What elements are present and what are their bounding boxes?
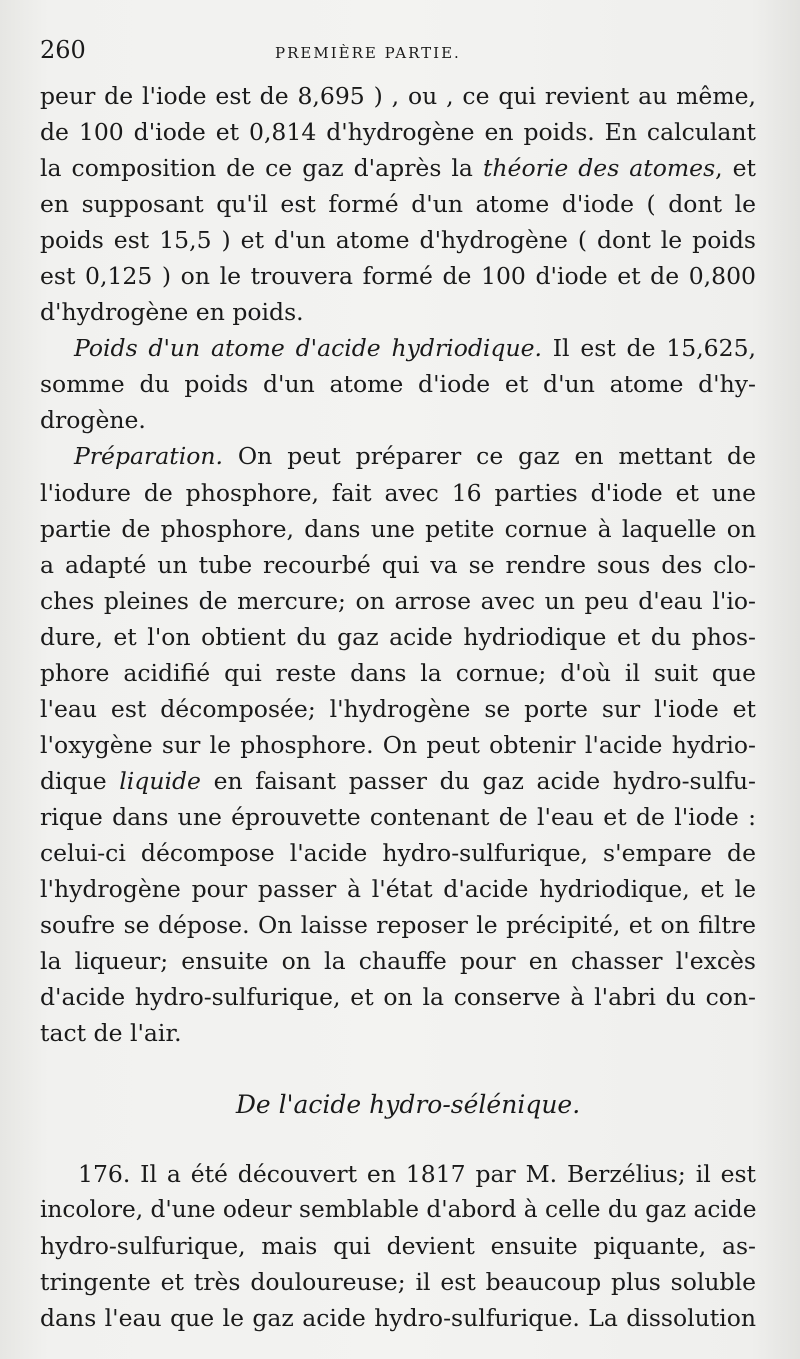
body-text [40, 78, 756, 1051]
text-line: soufre se dépose. On laisse reposer le précipité, et on filtre [40, 911, 756, 940]
text-line: 176. Il a été découvert en 1817 par M. Berzélius; il est [78, 1160, 756, 1189]
text-line: d'acide hydro-sulfurique, et on la conserve à l'abri du con- [40, 983, 756, 1012]
text-line: somme du poids d'un atome d'iode et d'un atome d'hy- [40, 370, 756, 399]
text-line: ches pleines de mercure; on arrose avec un peu d'eau l'io- [40, 586, 756, 615]
text-line: rique dans une éprouvette contenant de l'eau et de l'iode : [40, 802, 756, 831]
text-line: dure, et l'on obtient du gaz acide hydriodique et du phos- [40, 622, 756, 651]
text-line: a adapté un tube recourbé qui va se rendre sous des clo- [40, 550, 756, 579]
page-number: 260 [40, 36, 86, 64]
text-line: l'iodure de phosphore, fait avec 16 parties d'iode et une [40, 478, 756, 507]
section-text [40, 1156, 756, 1336]
text-line: d'hydrogène en poids. [40, 298, 304, 327]
text-line: dique liquide en faisant passer du gaz acide hydro-sulfu- [40, 766, 756, 795]
text-line: poids est 15,5 ) et d'un atome d'hydrogène ( dont le poids [40, 226, 756, 255]
text-line: Préparation. On peut préparer ce gaz en mettant de [74, 442, 756, 471]
text-line: est 0,125 ) on le trouvera formé de 100 d'iode et de 0,800 [40, 262, 756, 291]
text-line: dans l'eau que le gaz acide hydro-sulfurique. La dissolution [40, 1304, 756, 1333]
text-line: l'hydrogène pour passer à l'état d'acide hydriodique, et le [40, 875, 756, 904]
text-line: la composition de ce gaz d'après la théorie des atomes, et [40, 154, 756, 183]
text-line: l'oxygène sur le phosphore. On peut obtenir l'acide hydrio- [40, 730, 756, 759]
text-line: de 100 d'iode et 0,814 d'hydrogène en poids. En calculant [40, 118, 756, 147]
italic-phrase: Poids d'un atome d'acide hydriodique. [74, 334, 542, 363]
text-line: partie de phosphore, dans une petite cornue à laquelle on [40, 514, 756, 543]
page-header [40, 36, 756, 78]
text-line: phore acidifié qui reste dans la cornue; d'où il suit que [40, 658, 756, 687]
text-line: tact de l'air. [40, 1019, 182, 1048]
running-head: PREMIÈRE PARTIE. [275, 44, 461, 62]
text-line: celui-ci décompose l'acide hydro-sulfurique, s'empare de [40, 838, 756, 867]
text-line: la liqueur; ensuite on la chauffe pour en chasser l'excès [40, 947, 756, 976]
italic-phrase: Préparation. [74, 442, 223, 471]
section-heading: De l'acide hydro-sélénique. [235, 1090, 581, 1120]
italic-phrase: liquide [119, 766, 201, 795]
text-line: Poids d'un atome d'acide hydriodique. Il est de 15,625, [74, 334, 756, 363]
text-line: drogène. [40, 406, 146, 435]
text-line: incolore, d'une odeur semblable d'abord à celle du gaz acide [40, 1196, 757, 1224]
text-line: en supposant qu'il est formé d'un atome d'iode ( dont le [40, 190, 756, 219]
text-line: l'eau est décomposée; l'hydrogène se porte sur l'iode et [40, 694, 756, 723]
text-line: peur de l'iode est de 8,695 ) , ou , ce qui revient au même, [40, 82, 756, 110]
italic-phrase: théorie des atomes [482, 154, 716, 183]
text-line: tringente et très douloureuse; il est beaucoup plus soluble [40, 1268, 756, 1297]
text-line: hydro-sulfurique, mais qui devient ensuite piquante, as- [40, 1232, 756, 1261]
